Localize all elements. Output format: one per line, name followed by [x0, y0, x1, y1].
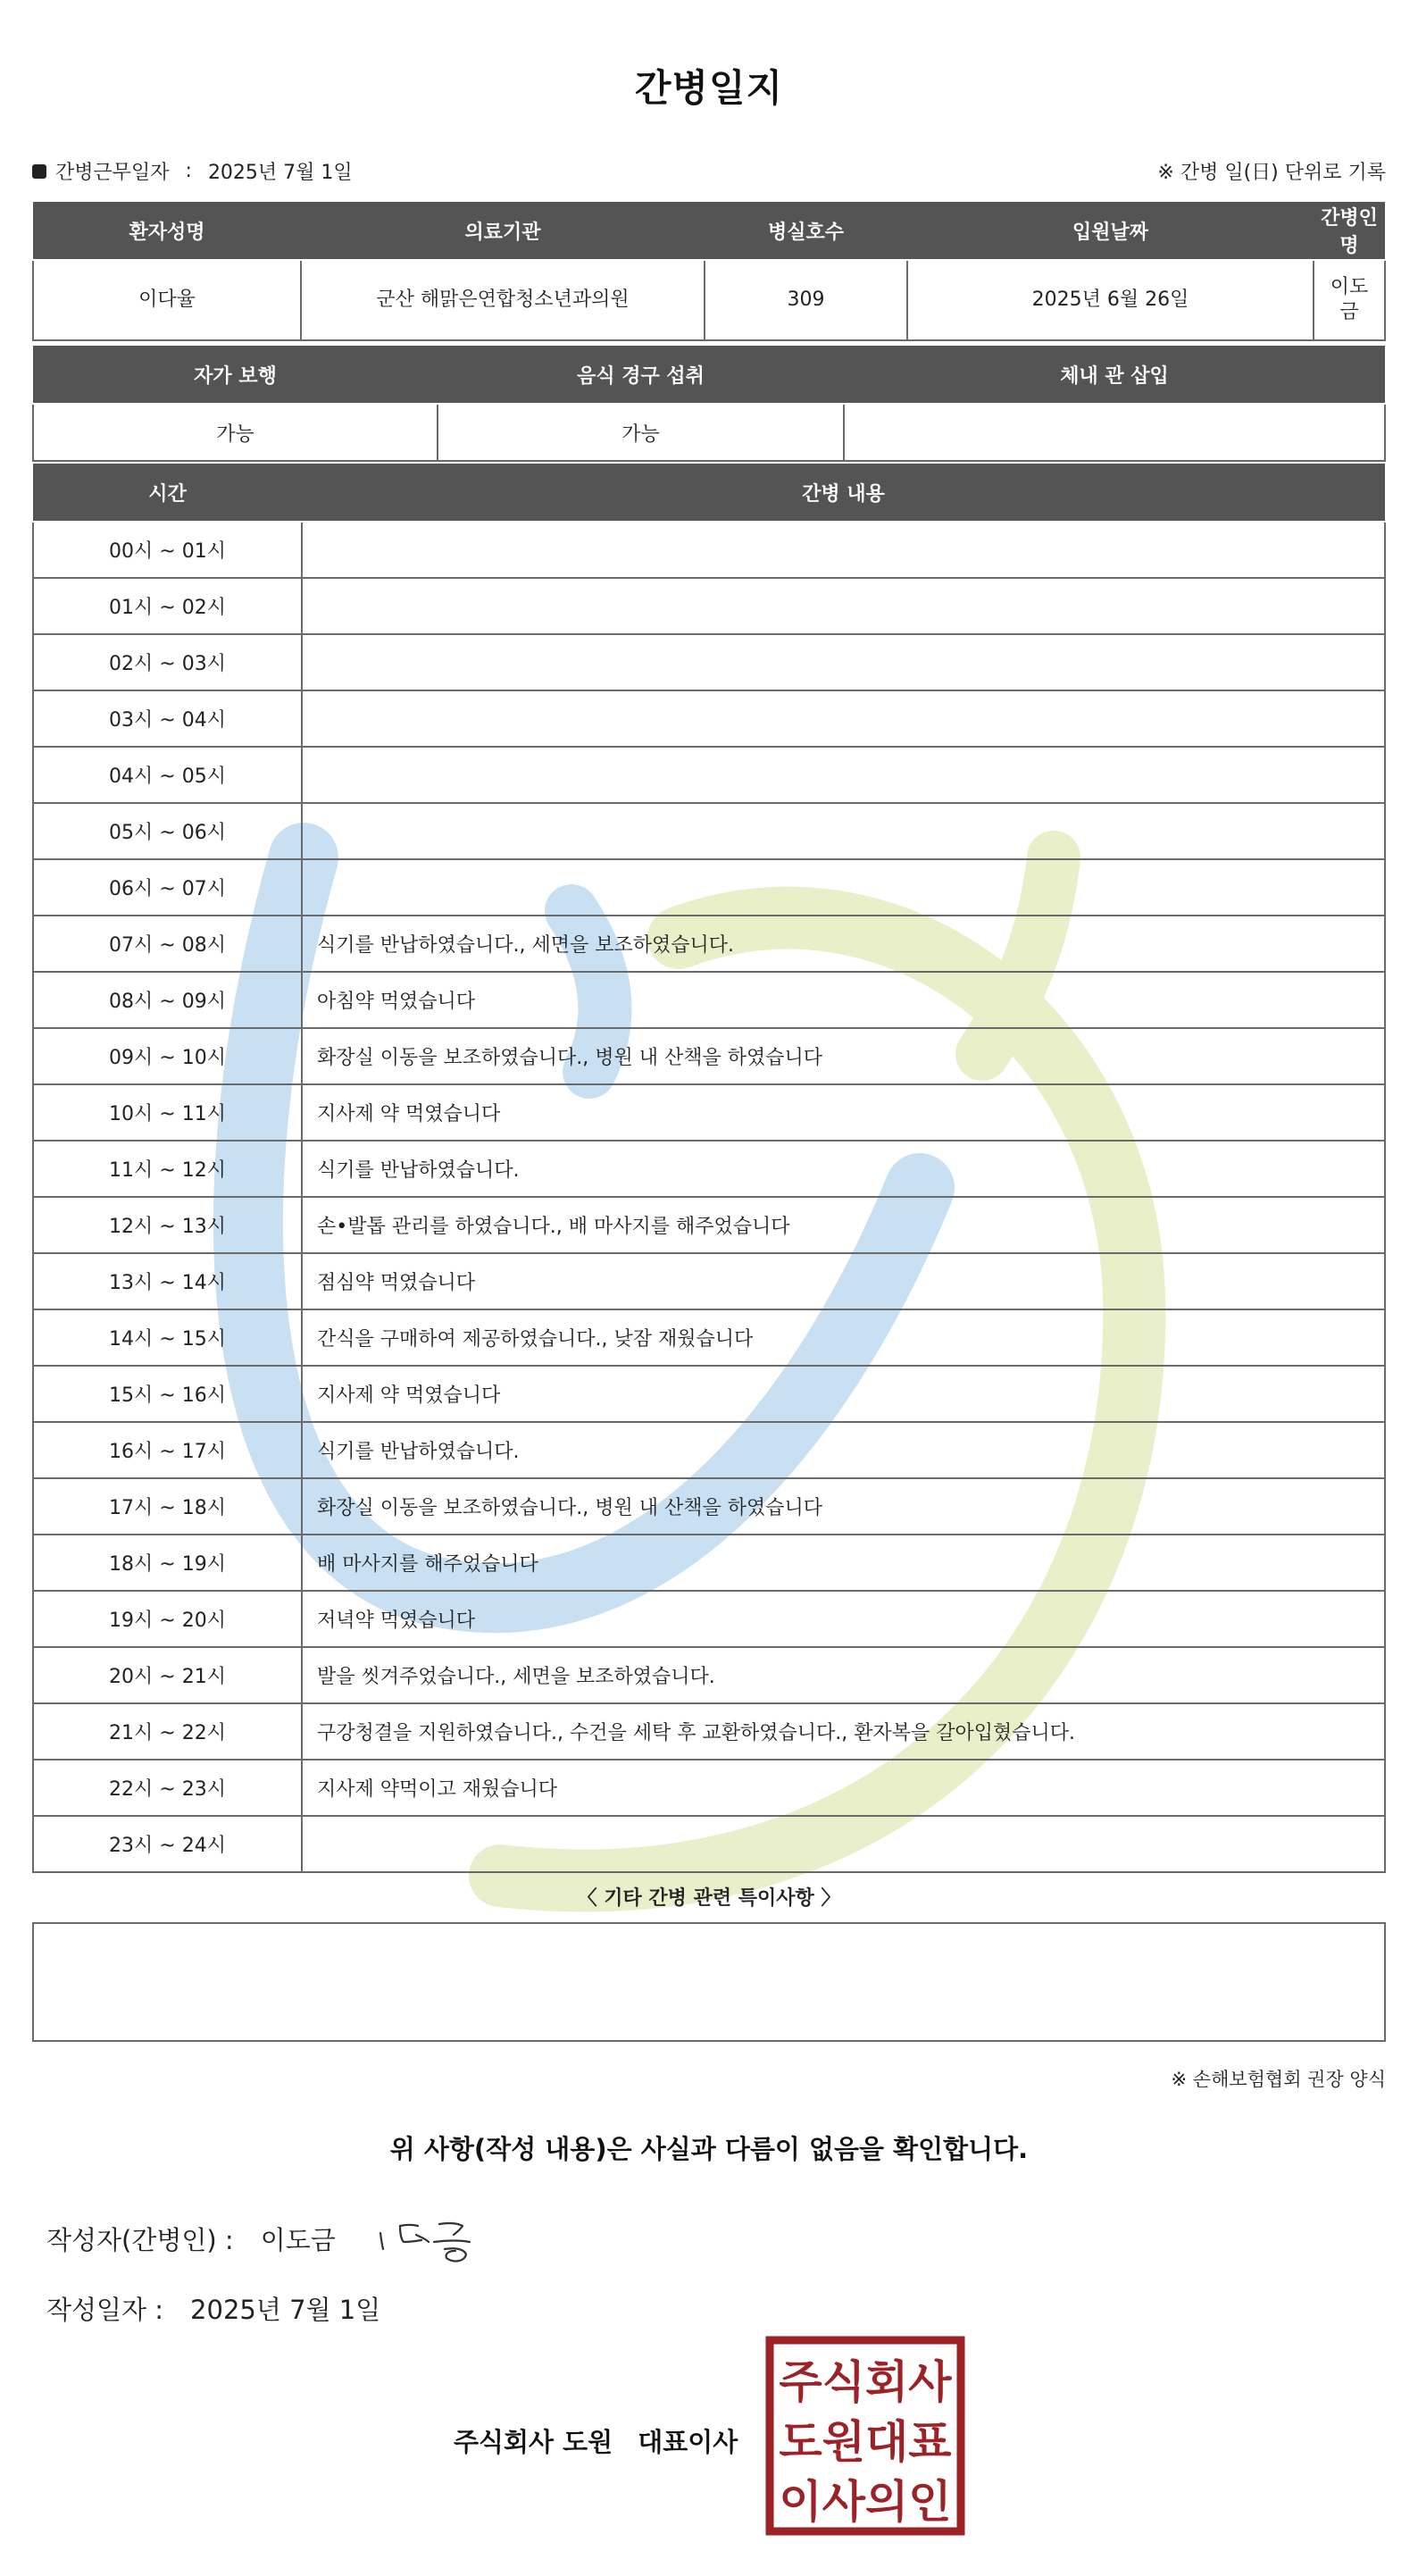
log-content: [302, 859, 1385, 916]
log-time: 19시 ~ 20시: [33, 1591, 302, 1647]
header-self-walking: 자가 보행: [33, 345, 438, 404]
log-content: [302, 634, 1385, 690]
patient-info-table: [32, 200, 1386, 341]
log-content: 식기를 반납하였습니다., 세면을 보조하였습니다.: [302, 916, 1385, 972]
log-content: 아침약 먹였습니다: [302, 972, 1385, 1028]
header-admission-date: 입원날짜: [907, 201, 1314, 260]
log-content: 저녁약 먹였습니다: [302, 1591, 1385, 1647]
log-row: [33, 803, 1385, 859]
remarks-title: 〈 기타 간병 관련 특이사항 〉: [577, 1887, 841, 1910]
self-walking-value: 가능: [33, 404, 438, 461]
log-time: 06시 ~ 07시: [33, 859, 302, 916]
log-content: 발을 씻겨주었습니다., 세면을 보조하였습니다.: [302, 1647, 1385, 1703]
log-time: 09시 ~ 10시: [33, 1028, 302, 1084]
info-header-row: [33, 201, 1385, 260]
log-content: 식기를 반납하였습니다.: [302, 1422, 1385, 1478]
caregiver-name: 이도금: [1314, 260, 1385, 340]
writer-name: 이도금: [260, 2225, 336, 2255]
patient-name: 이다율: [33, 260, 301, 340]
log-row: [33, 1760, 1385, 1816]
log-time: 18시 ~ 19시: [33, 1535, 302, 1591]
log-row: [33, 1535, 1385, 1591]
company-name: 주식회사 도원: [454, 2427, 613, 2457]
log-time: 16시 ~ 17시: [33, 1422, 302, 1478]
log-time: 00시 ~ 01시: [33, 522, 302, 578]
company-seal-stamp: [764, 2335, 966, 2537]
log-row: [33, 1253, 1385, 1309]
work-date-value: 2025년 7월 1일: [207, 162, 353, 184]
header-room: 병실호수: [705, 201, 907, 260]
unit-note: ※ 간병 일(日) 단위로 기록: [1157, 162, 1386, 184]
log-row: [33, 1591, 1385, 1647]
log-row: [33, 747, 1385, 803]
form-note: ※ 손해보험협회 권장 양식: [1171, 2069, 1386, 2090]
log-time: 22시 ~ 23시: [33, 1760, 302, 1816]
header-hospital: 의료기관: [301, 201, 705, 260]
log-time: 11시 ~ 12시: [33, 1141, 302, 1197]
log-row: [33, 859, 1385, 916]
log-time: 03시 ~ 04시: [33, 690, 302, 747]
log-row: [33, 634, 1385, 690]
log-row: [33, 578, 1385, 634]
log-time: 14시 ~ 15시: [33, 1309, 302, 1366]
log-content: 배 마사지를 해주었습니다: [302, 1535, 1385, 1591]
log-content: 구강청결을 지원하였습니다., 수건을 세탁 후 교환하였습니다., 환자복을 갈아입혔습니다.: [302, 1703, 1385, 1760]
hospital-name: 군산 해맑은연합청소년과의원: [301, 260, 705, 340]
log-content: 간식을 구매하여 제공하였습니다., 낮잠 재웠습니다: [302, 1309, 1385, 1366]
log-header-row: [33, 463, 1385, 522]
room-number: 309: [705, 260, 907, 340]
log-content: 지사제 약 먹였습니다: [302, 1366, 1385, 1422]
log-row: [33, 1197, 1385, 1253]
log-row: [33, 972, 1385, 1028]
status-header-row: [33, 345, 1385, 404]
header-tube-insertion: 체내 관 삽입: [844, 345, 1385, 404]
remarks-box: [32, 1922, 1386, 2042]
log-row: [33, 916, 1385, 972]
log-content: [302, 747, 1385, 803]
info-value-row: [33, 260, 1385, 340]
log-content: 지사제 약먹이고 재웠습니다: [302, 1760, 1385, 1816]
log-time: 13시 ~ 14시: [33, 1253, 302, 1309]
log-time: 08시 ~ 09시: [33, 972, 302, 1028]
log-time: 23시 ~ 24시: [33, 1816, 302, 1872]
log-content: [302, 803, 1385, 859]
log-row: [33, 1028, 1385, 1084]
admission-date: 2025년 6월 26일: [907, 260, 1314, 340]
log-time: 20시 ~ 21시: [33, 1647, 302, 1703]
log-row: [33, 1366, 1385, 1422]
log-content: 식기를 반납하였습니다.: [302, 1141, 1385, 1197]
log-time: 07시 ~ 08시: [33, 916, 302, 972]
care-log-table: [32, 462, 1386, 1873]
page-title: 간병일지: [634, 66, 784, 110]
log-row: [33, 1703, 1385, 1760]
log-time: 21시 ~ 22시: [33, 1703, 302, 1760]
write-date-label: 작성일자 :: [46, 2295, 164, 2325]
log-content: 화장실 이동을 보조하였습니다., 병원 내 산책을 하였습니다: [302, 1478, 1385, 1535]
write-date: [46, 2290, 380, 2327]
writer: [46, 2221, 336, 2257]
company: [454, 2422, 738, 2459]
log-content: [302, 522, 1385, 578]
handwritten-signature: [373, 2206, 516, 2269]
log-row: [33, 1647, 1385, 1703]
log-content: 손•발톱 관리를 하였습니다., 배 마사지를 해주었습니다: [302, 1197, 1385, 1253]
log-row: [33, 1084, 1385, 1141]
log-row: [33, 1141, 1385, 1197]
log-time: 10시 ~ 11시: [33, 1084, 302, 1141]
tube-insertion-value: [844, 404, 1385, 461]
log-content: [302, 578, 1385, 634]
log-content: [302, 1816, 1385, 1872]
log-time: 17시 ~ 18시: [33, 1478, 302, 1535]
log-content: 화장실 이동을 보조하였습니다., 병원 내 산책을 하였습니다: [302, 1028, 1385, 1084]
log-row: [33, 1309, 1385, 1366]
log-row: [33, 1816, 1385, 1872]
header-time: 시간: [33, 463, 302, 522]
seal-line-3: 이사의인: [779, 2476, 952, 2528]
log-row: [33, 690, 1385, 747]
header-caregiver: 간병인명: [1314, 201, 1385, 260]
writer-label: 작성자(간병인) :: [46, 2225, 234, 2255]
log-content: [302, 690, 1385, 747]
confirmation-statement: 위 사항(작성 내용)은 사실과 다름이 없음을 확인합니다.: [389, 2134, 1029, 2164]
header-patient-name: 환자성명: [33, 201, 301, 260]
write-date-value: 2025년 7월 1일: [190, 2295, 381, 2325]
seal-line-1: 주식회사: [779, 2356, 952, 2408]
log-row: [33, 1478, 1385, 1535]
log-time: 01시 ~ 02시: [33, 578, 302, 634]
log-content: 지사제 약 먹였습니다: [302, 1084, 1385, 1141]
oral-intake-value: 가능: [438, 404, 844, 461]
work-date: [32, 157, 353, 185]
header-care-content: 간병 내용: [302, 463, 1385, 522]
seal-line-2: 도원대표: [779, 2416, 952, 2468]
log-content: 점심약 먹였습니다: [302, 1253, 1385, 1309]
log-row: [33, 522, 1385, 578]
log-row: [33, 1422, 1385, 1478]
status-value-row: [33, 404, 1385, 461]
log-time: 02시 ~ 03시: [33, 634, 302, 690]
bullet-square-icon: [32, 164, 46, 179]
log-time: 04시 ~ 05시: [33, 747, 302, 803]
company-role: 대표이사: [638, 2427, 738, 2457]
work-date-separator: :: [185, 160, 192, 182]
work-date-label: 간병근무일자: [55, 162, 170, 184]
header-oral-intake: 음식 경구 섭취: [438, 345, 844, 404]
log-time: 05시 ~ 06시: [33, 803, 302, 859]
log-time: 12시 ~ 13시: [33, 1197, 302, 1253]
patient-status-table: [32, 344, 1386, 462]
log-time: 15시 ~ 16시: [33, 1366, 302, 1422]
